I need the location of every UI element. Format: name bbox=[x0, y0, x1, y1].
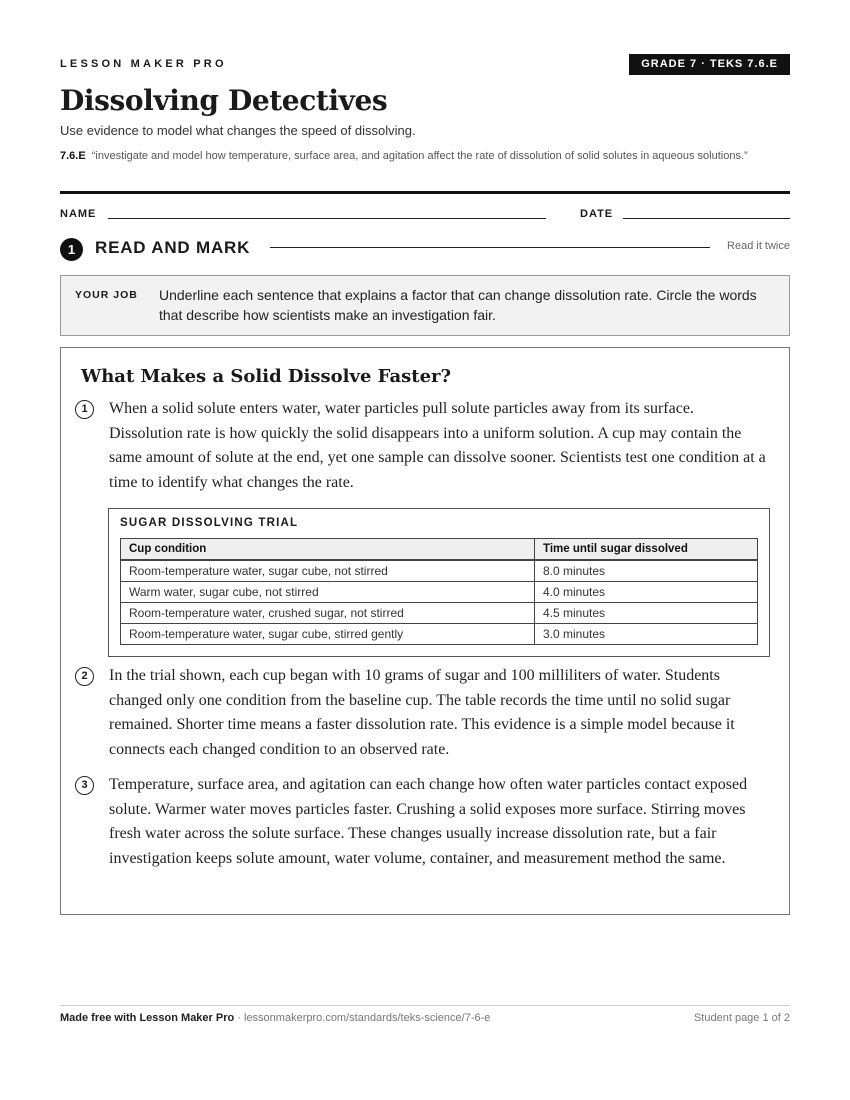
standard-text: “investigate and model how temperature, surface area, and agitation affect the rate of dissolution of solid solutes in aqueous solutions.” bbox=[91, 150, 748, 162]
table-row bbox=[121, 560, 758, 582]
section-divider bbox=[270, 247, 710, 248]
standard-statement bbox=[60, 148, 790, 165]
footer-divider bbox=[60, 1005, 790, 1006]
footer-url[interactable]: lessonmakerpro.com/standards/teks-science/7-6-e bbox=[244, 1012, 491, 1024]
page-subtitle: Use evidence to model what changes the speed of dissolving. bbox=[60, 123, 416, 138]
column-header: Time until sugar dissolved bbox=[535, 539, 758, 561]
table-header-row bbox=[121, 539, 758, 561]
trial-table-title: SUGAR DISSOLVING TRIAL bbox=[120, 517, 299, 529]
column-header: Cup condition bbox=[121, 539, 535, 561]
table-cell: Room-temperature water, crushed sugar, not stirred bbox=[121, 603, 535, 624]
trial-table bbox=[120, 538, 758, 645]
table-row bbox=[121, 582, 758, 603]
reading-passage bbox=[60, 347, 790, 915]
name-field-line[interactable] bbox=[108, 218, 546, 219]
table-cell: Room-temperature water, sugar cube, stirred gently bbox=[121, 624, 535, 645]
paragraph-number: 1 bbox=[75, 400, 94, 419]
header-divider bbox=[60, 191, 790, 194]
reading-title: What Makes a Solid Dissolve Faster? bbox=[81, 366, 452, 387]
footer-page-number: Student page 1 of 2 bbox=[693, 1012, 790, 1024]
job-text: Underline each sentence that explains a factor that can change dissolution rate. Circle the words that describe how scientists make an investigation fair. bbox=[159, 287, 757, 323]
paragraph-text: In the trial shown, each cup began with 10 grams of sugar and 100 milliliters of water. Students changed only one condition from the baseline cup. The table records the time until no solid sugar remained. Shorter time means a faster dissolution rate. This evidence is a simple model because it connects each changed condition to an observed rate. bbox=[109, 667, 735, 758]
worksheet-page bbox=[60, 0, 790, 1100]
trial-table-box bbox=[108, 508, 770, 657]
section-number-badge: 1 bbox=[60, 238, 83, 261]
table-row bbox=[121, 624, 758, 645]
name-label: NAME bbox=[60, 208, 97, 220]
brand-name: LESSON MAKER PRO bbox=[60, 58, 227, 70]
footer-separator: · bbox=[234, 1012, 244, 1024]
footer-made-with: Made free with Lesson Maker Pro bbox=[60, 1012, 235, 1024]
table-row bbox=[121, 603, 758, 624]
job-box bbox=[60, 275, 790, 336]
table-cell: 4.5 minutes bbox=[535, 603, 758, 624]
section-title: READ AND MARK bbox=[95, 238, 251, 257]
table-cell: 8.0 minutes bbox=[535, 560, 758, 582]
section-note: Read it twice bbox=[727, 240, 790, 252]
date-label: DATE bbox=[580, 208, 614, 220]
paragraph-number: 2 bbox=[75, 667, 94, 686]
paragraph-text: When a solid solute enters water, water particles pull solute particles away from its surface. Dissolution rate is how quickly the solid disappears into a uniform solution. A cup may contain the same amount of solute at the end, yet one sample can dissolve sooner. Scientists test one condition at a time to identify what changes the rate. bbox=[109, 400, 766, 491]
standard-code: 7.6.E bbox=[60, 150, 86, 162]
paragraph-number: 3 bbox=[75, 776, 94, 795]
page-title: Dissolving Detectives bbox=[60, 84, 388, 117]
paragraph-text: Temperature, surface area, and agitation can each change how often water particles contact exposed solute. Warmer water moves particles faster. Crushing a solid exposes more surface. Stirring moves fresh water across the solute surface. These changes usually increase dissolution rate, but a fair investigation keeps solute amount, water volume, container, and measurement method the same. bbox=[109, 776, 748, 867]
table-cell: Room-temperature water, sugar cube, not stirred bbox=[121, 560, 535, 582]
footer-credit bbox=[60, 1012, 490, 1024]
grade-badge: GRADE 7 · TEKS 7.6.E bbox=[629, 54, 790, 75]
job-label: YOUR JOB bbox=[75, 289, 138, 301]
date-field-line[interactable] bbox=[623, 218, 790, 219]
table-cell: Warm water, sugar cube, not stirred bbox=[121, 582, 535, 603]
table-cell: 3.0 minutes bbox=[535, 624, 758, 645]
table-cell: 4.0 minutes bbox=[535, 582, 758, 603]
